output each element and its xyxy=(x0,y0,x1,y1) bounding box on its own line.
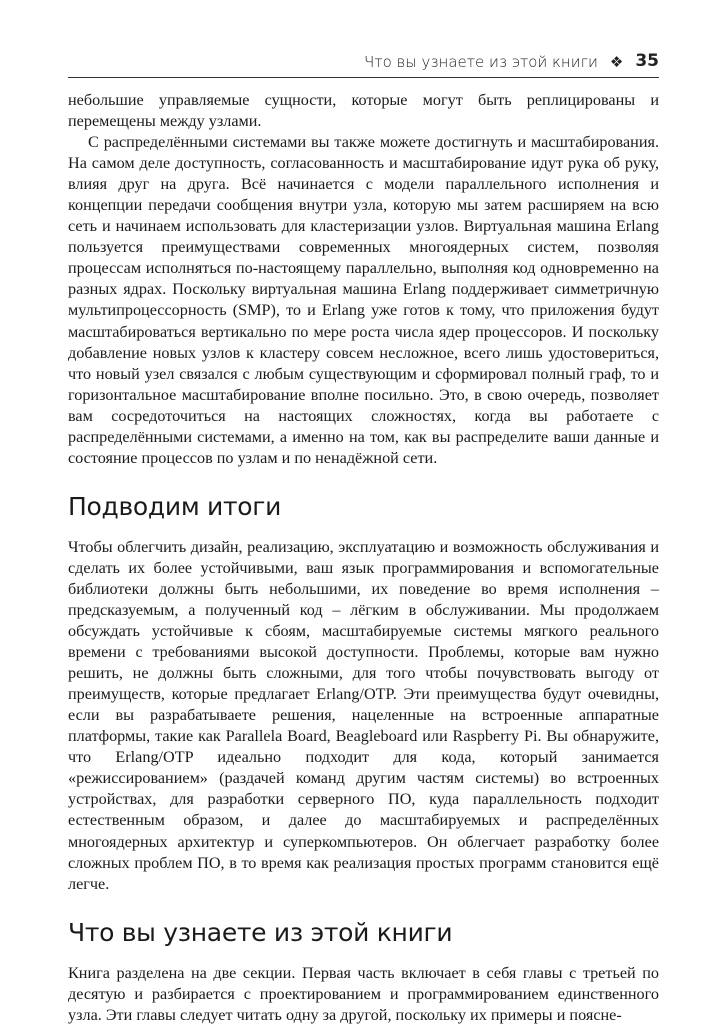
diamond-separator-icon: ❖ xyxy=(609,53,624,71)
running-header-title: Что вы узнаете из этой книги xyxy=(364,53,598,71)
paragraph-summary: Чтобы облегчить дизайн, реализацию, эксплуатацию и возможность обслуживания и сделать их более устойчивыми, ваш язык программирования и вспомогательные библиотеки должны быть небольшими, их поведение во время исполнения – предсказуемым, а полученный код – лёгким в обслуживании. Мы продолжаем обсуждать устойчивые к сбоям, масштабируемые системы мягкого реального времени с требованиями высокой доступности. Проблемы, которые вам нужно решить, не должны быть сложными, для того чтобы почувствовать выгоду от преимуществ, которые предлагает Erlang/OTP. Эти преимущества будут очевидны, если вы разрабатываете решения, нацеленные на встроенные аппаратные платформы, такие как Parallela Board, Beagleboard или Raspberry Pi. Вы обнаружите, что Erlang/OTP идеально подходит для кода, который занимается «режиссированием» (раздачей команд другим частям системы) во встроенных устройствах, для разработки серверного ПО, куда параллельность подходит естественным образом, и далее до масштабируемых и распределённых многоядерных архитектур и суперкомпьютеров. Он облегчает разработку более сложных проблем ПО, в то время как реализация простых программ становится ещё легче. xyxy=(68,537,659,893)
section-heading-what-you-learn: Что вы узнаете из этой книги xyxy=(68,917,453,947)
section-heading-summary: Подводим итоги xyxy=(68,491,282,521)
page-body xyxy=(68,90,659,1026)
page-number: 35 xyxy=(635,51,659,71)
paragraph-scalability: С распределёнными системами вы также можете достигнуть и масштабирования. На самом деле доступность, согласованность и масштабирование идут рука об руку, влияя друг на друга. Всё начинается с модели параллельного исполнения и концепции передачи сообщения внутри узла, которую мы затем расширяем на всю сеть и начинаем использовать для кластеризации узлов. Виртуальная машина Erlang пользуется преимуществами современных многоядерных систем, позволяя процессам исполняться по-настоящему параллельно, выполняя код одновременно на разных ядрах. Поскольку виртуальная машина Erlang поддерживает симметричную мультипроцессорность (SMP), то и Erlang уже готов к тому, что приложения будут масштабироваться вертикально по мере роста числа ядер процессоров. И поскольку добавление новых узлов к кластеру совсем несложное, всего лишь удостовериться, что новый узел связался с любым существующим и сформировал полный граф, то и горизонтальное масштабирование вполне посильно. Это, в свою очередь, позволяет вам сосредоточиться на настоящих сложностях, когда вы работаете с распределёнными системами, а именно на том, как вы распределите ваши данные и состояние процессов по узлам и по ненадёжной сети. xyxy=(68,133,659,467)
paragraph-book-structure: Книга разделена на две секции. Первая часть включает в себя главы с третьей по десятую и разбирается с проектированием и программированием единственного узла. Эти главы следует читать одну за другой, поскольку их примеры и поясне- xyxy=(68,963,659,1024)
paragraph-continuation: небольшие управляемые сущности, которые могут быть реплицированы и перемещены между узлами. xyxy=(68,91,659,131)
running-header xyxy=(68,50,659,78)
